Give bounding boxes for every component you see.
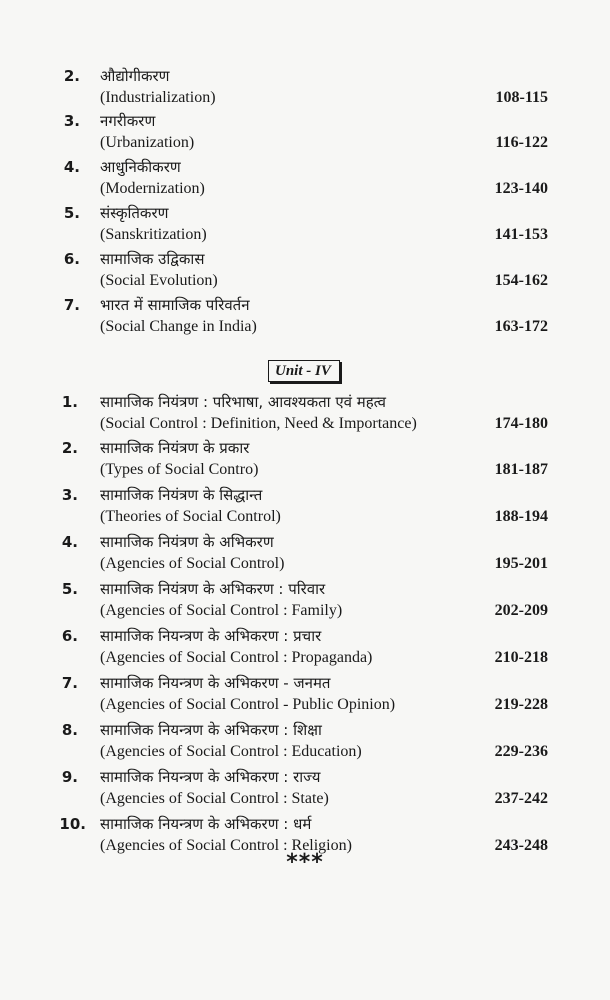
entry-hindi-title: सामाजिक उद्विकास: [100, 250, 205, 268]
entry-page-range: 181-187: [494, 461, 548, 478]
toc-entry: [0, 626, 610, 670]
entry-english-title: (Sanskritization): [100, 226, 207, 243]
entry-page-range: 243-248: [494, 837, 548, 854]
entry-number: 9.: [61, 768, 78, 786]
end-of-section-mark: ***: [286, 850, 324, 875]
entry-page-range: 108-115: [495, 89, 548, 106]
entry-number: 4.: [63, 158, 80, 176]
entry-hindi-title: औद्योगीकरण: [100, 67, 170, 85]
entry-number: 6.: [63, 250, 80, 268]
entry-english-title: (Agencies of Social Control : Education): [100, 743, 362, 760]
entry-english-title: (Agencies of Social Control): [100, 555, 285, 572]
toc-entry: [0, 295, 610, 339]
entry-number: 4.: [61, 533, 78, 551]
entry-hindi-title: सामाजिक नियंत्रण के प्रकार: [100, 439, 250, 457]
entry-hindi-title: सामाजिक नियन्त्रण के अभिकरण - जनमत: [100, 674, 331, 692]
entry-hindi-title: सामाजिक नियंत्रण के सिद्धान्त: [100, 486, 263, 504]
entry-hindi-title: सामाजिक नियंत्रण : परिभाषा, आवश्यकता एवं महत्व: [100, 393, 386, 411]
entry-page-range: 141-153: [494, 226, 548, 243]
entry-page-range: 210-218: [494, 649, 548, 666]
toc-entry: [0, 673, 610, 717]
entry-number: 5.: [61, 580, 78, 598]
toc-entry: [0, 392, 610, 436]
toc-entry: [0, 532, 610, 576]
entry-number: 2.: [61, 439, 78, 457]
entry-hindi-title: सामाजिक नियन्त्रण के अभिकरण : राज्य: [100, 768, 321, 786]
entry-page-range: 154-162: [494, 272, 548, 289]
entry-page-range: 229-236: [494, 743, 548, 760]
entry-page-range: 202-209: [494, 602, 548, 619]
entry-number: 3.: [61, 486, 78, 504]
toc-entry: [0, 157, 610, 201]
toc-entry: [0, 485, 610, 529]
entry-page-range: 219-228: [494, 696, 548, 713]
entry-english-title: (Social Control : Definition, Need & Importance): [100, 415, 417, 432]
entry-hindi-title: सामाजिक नियन्त्रण के अभिकरण : प्रचार: [100, 627, 322, 645]
toc-entry: [0, 111, 610, 155]
entry-page-range: 188-194: [494, 508, 548, 525]
entry-number: 8.: [61, 721, 78, 739]
unit-heading: Unit - IV: [268, 360, 340, 382]
entry-english-title: (Agencies of Social Control : Family): [100, 602, 343, 619]
toc-entry: [0, 720, 610, 764]
entry-number: 2.: [63, 67, 80, 85]
entry-page-range: 195-201: [494, 555, 548, 572]
entry-english-title: (Agencies of Social Control : State): [100, 790, 329, 807]
entry-number: 7.: [63, 296, 80, 314]
toc-entry: [0, 66, 610, 110]
entry-hindi-title: भारत में सामाजिक परिवर्तन: [100, 296, 250, 314]
entry-hindi-title: सामाजिक नियंत्रण के अभिकरण : परिवार: [100, 580, 326, 598]
entry-number: 3.: [63, 112, 80, 130]
entry-page-range: 174-180: [494, 415, 548, 432]
entry-hindi-title: सामाजिक नियन्त्रण के अभिकरण : शिक्षा: [100, 721, 322, 739]
entry-number: 6.: [61, 627, 78, 645]
entry-number: 5.: [63, 204, 80, 222]
entry-hindi-title: संस्कृतिकरण: [100, 204, 169, 222]
entry-english-title: (Urbanization): [100, 134, 195, 151]
entry-page-range: 123-140: [494, 180, 548, 197]
entry-english-title: (Types of Social Contro): [100, 461, 259, 478]
toc-entry: [0, 203, 610, 247]
entry-hindi-title: आधुनिकीकरण: [100, 158, 181, 176]
entry-english-title: (Social Evolution): [100, 272, 218, 289]
entry-number: 7.: [61, 674, 78, 692]
entry-english-title: (Agencies of Social Control : Religion): [100, 837, 352, 854]
entry-number: 1.: [61, 393, 78, 411]
toc-entry: [0, 249, 610, 293]
entry-english-title: (Theories of Social Control): [100, 508, 281, 525]
entry-hindi-title: सामाजिक नियन्त्रण के अभिकरण : धर्म: [100, 815, 312, 833]
entry-english-title: (Modernization): [100, 180, 205, 197]
entry-page-range: 116-122: [495, 134, 548, 151]
entry-page-range: 163-172: [494, 318, 548, 335]
toc-entry: [0, 579, 610, 623]
entry-english-title: (Industrialization): [100, 89, 216, 106]
toc-entry: [0, 767, 610, 811]
entry-english-title: (Agencies of Social Control - Public Opinion): [100, 696, 396, 713]
entry-english-title: (Social Change in India): [100, 318, 257, 335]
toc-entry: [0, 438, 610, 482]
entry-hindi-title: सामाजिक नियंत्रण के अभिकरण: [100, 533, 274, 551]
entry-english-title: (Agencies of Social Control : Propaganda): [100, 649, 373, 666]
entry-page-range: 237-242: [494, 790, 548, 807]
entry-hindi-title: नगरीकरण: [100, 112, 156, 130]
entry-number: 10.: [59, 815, 86, 833]
